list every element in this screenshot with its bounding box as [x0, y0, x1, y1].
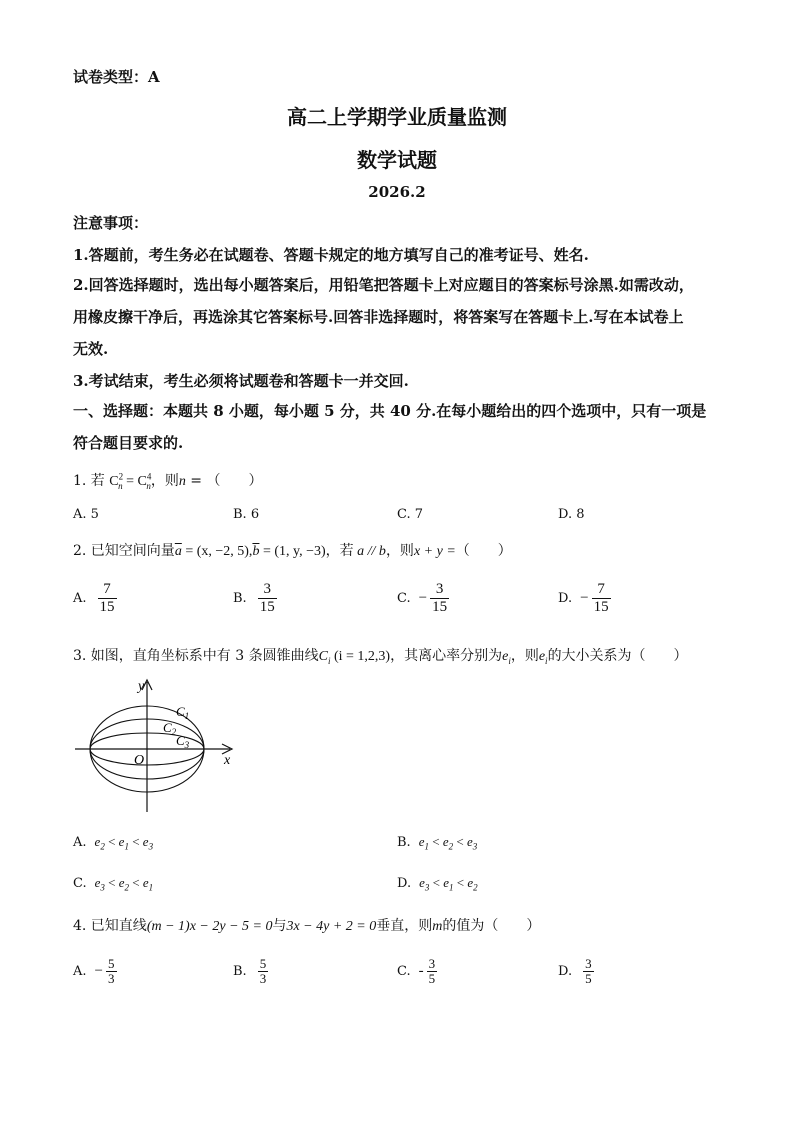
question-3-option-b[interactable]: B. $e_1 < e_2 < e_3$	[397, 834, 478, 852]
variable-m: m	[432, 919, 443, 934]
question-3-option-c[interactable]: C. $e_3 < e_2 < e_1$	[73, 875, 154, 893]
question-1-option-c[interactable]: C. 7	[397, 507, 424, 522]
question-2-then: ，则	[385, 543, 414, 559]
question-2-option-c[interactable]: C. − $\frac{3}{15}$	[397, 581, 448, 615]
question-4-and: 与	[272, 918, 287, 934]
question-2-option-a[interactable]: A. $\frac{7}{15}$	[73, 581, 115, 615]
question-1-option-a[interactable]: A. 5	[73, 507, 99, 522]
vector-a-value: = (x, −2, 5),	[181, 544, 253, 559]
question-4-option-b[interactable]: B. $\frac{5}{3}$	[233, 956, 267, 987]
question-3-ask: 的大小关系为（ ）	[547, 648, 688, 664]
notice-item-2-line-3: 无效.	[73, 340, 109, 358]
notice-item-2-line-2: 用橡皮擦干净后，再选涂其它答案标号.回答非选择题时，将答案写在答题卡上.写在本试卷上	[73, 308, 684, 326]
question-1-option-b[interactable]: B. 6	[233, 507, 260, 522]
question-3-option-a[interactable]: A. $e_2 < e_1 < e_3$	[73, 834, 154, 852]
question-1-stem	[73, 470, 263, 491]
notice-heading: 注意事项：	[73, 214, 149, 232]
question-2-option-d[interactable]: D. − $\frac{7}{15}$	[558, 581, 609, 615]
paper-type: 试卷类型：A	[73, 68, 160, 86]
conic-curves-figure	[70, 672, 250, 817]
question-4-option-d[interactable]: D. $\frac{3}{5}$	[558, 956, 592, 987]
question-3-eccentricity-text: ，其离心率分别为	[390, 648, 503, 664]
question-4-option-c[interactable]: C. - $\frac{3}{5}$	[397, 956, 436, 987]
c3-label: $C_3$	[176, 733, 190, 750]
section-heading-line-1: 一、选择题：本题共 8 小题，每小题 5 分，共 40 分.在每小题给出的四个选项中，只有一项是	[73, 402, 707, 420]
question-4-blank: 的值为（ ）	[442, 918, 541, 934]
section-heading-line-2: 符合题目要求的.	[73, 434, 184, 452]
question-2-number: 2. 已知空间向量	[73, 543, 175, 559]
eccentricity-ei-repeat: $e_i$	[538, 649, 548, 666]
question-3-intro: 3. 如图，直角坐标系中有 3 条圆锥曲线	[73, 648, 319, 664]
vector-b: $\overline{b}$	[252, 544, 260, 559]
question-1-then: ，则	[150, 473, 179, 489]
question-2-blank: （ ）	[455, 543, 512, 559]
notice-item-1: 1.答题前，考生务必在试题卷、答题卡规定的地方填写自己的准考证号、姓名.	[73, 246, 589, 264]
question-4-perpendicular: 垂直，则	[376, 918, 433, 934]
curve-index-condition: (i = 1,2,3)	[330, 649, 391, 664]
question-4-stem	[73, 915, 540, 935]
question-4-number: 4. 已知直线	[73, 918, 147, 934]
question-1-number: 1. 若	[73, 473, 105, 489]
question-3-then: ，则	[510, 648, 539, 664]
question-2-if: ，若	[325, 543, 354, 559]
c1-label: $C_1$	[176, 704, 190, 721]
question-3-option-d[interactable]: D. $e_3 < e_1 < e_2$	[397, 875, 478, 893]
y-axis-label: y	[138, 679, 145, 694]
exam-title: 高二上学期学业质量监测	[287, 105, 507, 129]
question-1-option-d[interactable]: D. 8	[558, 507, 585, 522]
c2-label: $C_2$	[163, 720, 177, 737]
eccentricity-ei: $e_i$	[502, 649, 511, 666]
question-3-stem	[73, 645, 688, 666]
question-1-blank: = （ ）	[185, 473, 263, 489]
combination-right: $C^4_n$	[137, 471, 152, 491]
parallel-condition: a // b	[353, 544, 386, 559]
curve-ci: $C_i$	[318, 649, 331, 666]
exam-date: 2026.2	[368, 183, 426, 201]
combination-left: $C^2_n$	[109, 471, 124, 491]
question-2-option-b[interactable]: B. $\frac{3}{15}$	[233, 581, 275, 615]
line-1-equation: (m − 1)x − 2y − 5 = 0	[146, 919, 273, 934]
exam-subtitle: 数学试题	[357, 148, 437, 172]
line-2-equation: 3x − 4y + 2 = 0	[286, 919, 377, 934]
variable-n: n	[178, 474, 186, 489]
origin-label: O	[134, 753, 145, 768]
sum-expression: x + y =	[413, 544, 456, 559]
question-4-option-a[interactable]: A. − $\frac{5}{3}$	[73, 956, 115, 987]
question-2-stem	[73, 540, 512, 560]
vector-a: $\overline{a}$	[174, 544, 182, 559]
vector-b-value: = (1, y, −3)	[259, 544, 326, 559]
notice-item-2-line-1: 2.回答选择题时，选出每小题答案后，用铅笔把答题卡上对应题目的答案标号涂黑.如需改动，	[73, 276, 694, 294]
equals-sign: =	[122, 474, 138, 489]
notice-item-3: 3.考试结束，考生必须将试题卷和答题卡一并交回.	[73, 372, 409, 390]
x-axis-label: x	[224, 753, 231, 768]
